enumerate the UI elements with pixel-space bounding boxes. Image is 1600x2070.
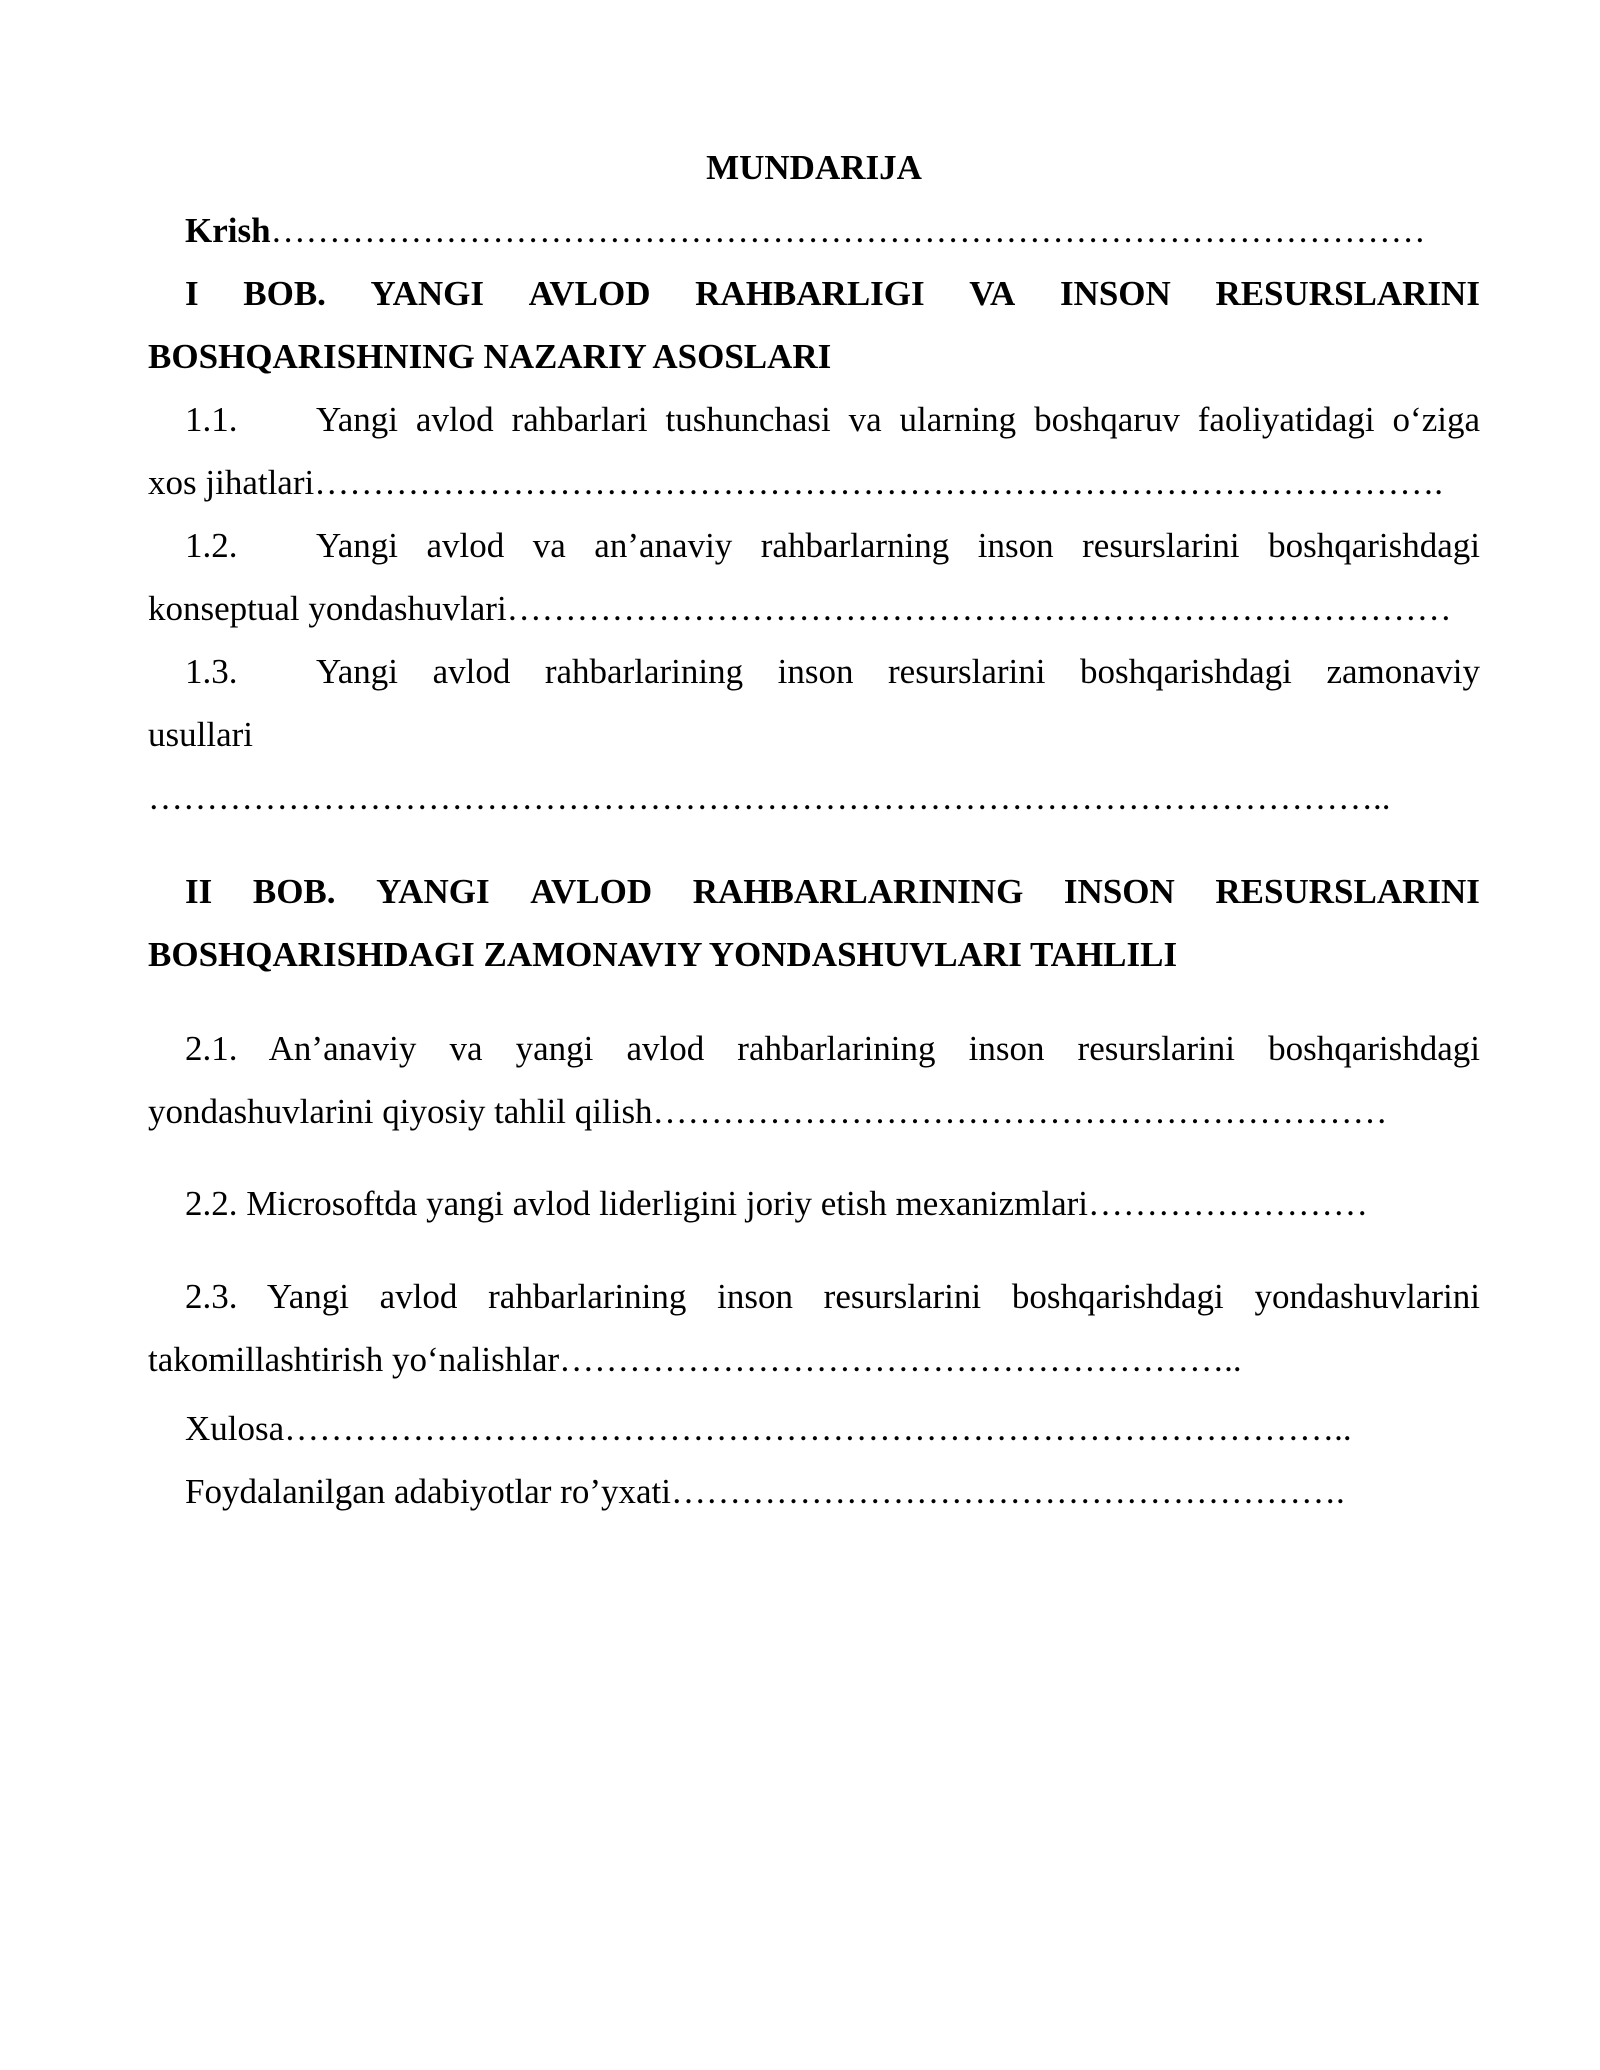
toc-conclusion: Xulosa……………………………………………………………………………….. [185,1409,1352,1448]
chapter-2-word: AVLOD [530,872,653,911]
toc-item-2-1: 2.1. An’anaviy va yangi avlod rahbarlarining inson resurslarini boshqarishdagi [185,1029,1480,1068]
page-title: MUNDARIJA [706,148,922,187]
toc-item-number: 1.1. [185,400,238,439]
toc-item-title: Yangi avlod rahbarlarining inson resurslarini boshqarishdagi zamonaviy [316,652,1480,691]
chapter-1-word: I [185,274,199,313]
toc-item-1-3-continuation: usullari [148,715,253,754]
toc-item-1-1 [148,398,1480,442]
toc-item-number: 1.3. [185,652,238,691]
toc-intro-label: Krish [185,211,271,250]
chapter-1-word: AVLOD [528,274,651,313]
chapter-1-word: BOB. [243,274,326,313]
chapter-2-word: RAHBARLARINING [692,872,1024,911]
chapter-2-word: BOB. [252,872,336,911]
toc-item-title: Yangi avlod rahbarlari tushunchasi va ularning boshqaruv faoliyatidagi o‘ziga [316,400,1480,439]
toc-item-1-1-continuation: xos jihatlari……………………………………………………………………………………. [148,463,1443,502]
toc-intro [148,209,1480,253]
chapter-1-word: RAHBARLIGI [695,274,925,313]
chapter-2-word: YANGI [376,872,490,911]
chapter-1-word: YANGI [370,274,485,313]
toc-item-1-3 [148,650,1480,694]
toc-item-title: Yangi avlod va an’anaviy rahbarlarning inson resurslarini boshqarishdagi [316,526,1480,565]
toc-item-1-2-continuation: konseptual yondashuvlari……………………………………………………………………… [148,589,1452,628]
toc-references: Foydalanilgan adabiyotlar ro’yxati…………………………………………………. [185,1472,1345,1511]
toc-intro-leader: ……………………………………………………………………………………… [270,211,1426,250]
toc-item-1-2 [148,524,1480,568]
chapter-2-word: RESURSLARINI [1215,872,1480,911]
toc-item-1-3-leader: …………………………………………………………………………………………….. [148,778,1391,817]
toc-item-2-3-continuation: takomillashtirish yo‘nalishlar………………………………………………….. [148,1340,1242,1379]
chapter-1-word: RESURSLARINI [1215,274,1480,313]
chapter-2-heading-line-1 [148,870,1480,914]
toc-item-2-2: 2.2. Microsoftda yangi avlod liderligini joriy etish mexanizmlari…………………… [185,1184,1368,1223]
chapter-1-word: VA [969,274,1016,313]
chapter-2-word: II [185,872,213,911]
toc-item-2-3: 2.3. Yangi avlod rahbarlarining inson resurslarini boshqarishdagi yondashuvlarini [185,1277,1480,1316]
chapter-2-word: INSON [1063,872,1175,911]
toc-item-number: 1.2. [185,526,238,565]
chapter-2-heading-line-2: BOSHQARISHDAGI ZAMONAVIY YONDASHUVLARI TAHLILI [148,935,1178,974]
toc-item-2-1-continuation: yondashuvlarini qiyosiy tahlil qilish……………………………………………………… [148,1092,1388,1131]
chapter-1-heading-line-1 [148,272,1480,316]
chapter-1-heading-line-2: BOSHQARISHNING NAZARIY ASOSLARI [148,337,832,376]
chapter-1-word: INSON [1059,274,1171,313]
